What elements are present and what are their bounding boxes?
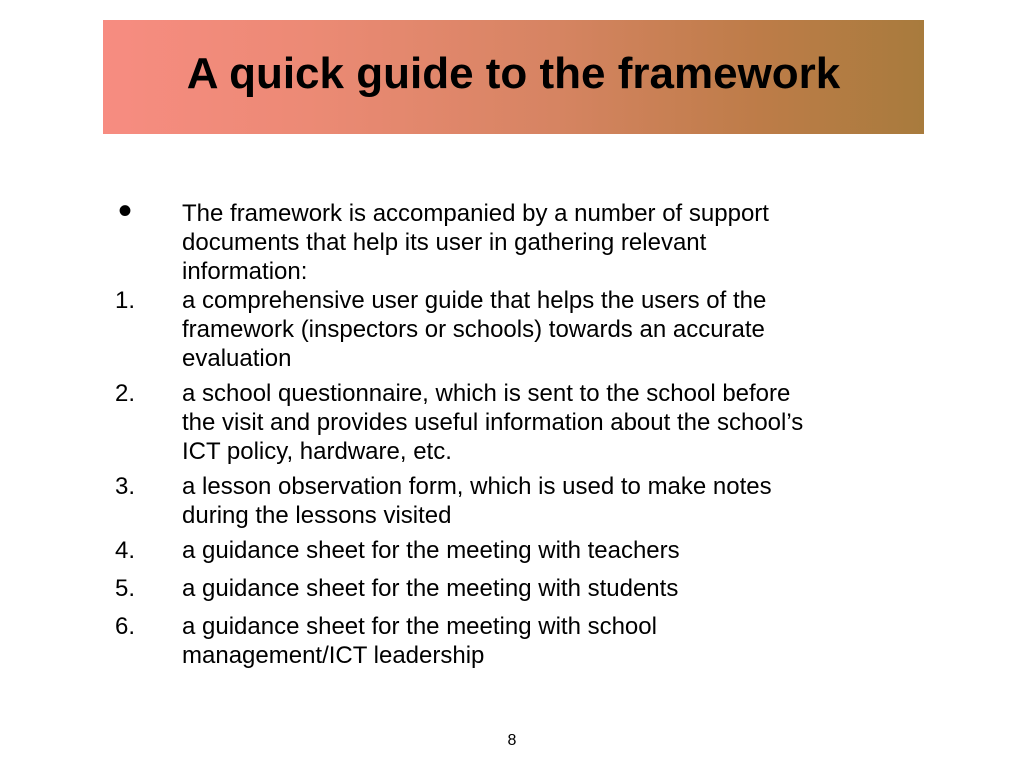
item-line: during the lessons visited [182,502,452,529]
list-item [112,285,912,372]
item-text [182,378,902,465]
list-item [112,611,912,669]
item-number: 5. [115,575,136,602]
title-banner [103,20,924,134]
item-text [182,285,902,372]
item-line: a lesson observation form, which is used to make notes [182,473,772,500]
item-number: 4. [115,537,136,564]
intro-bullet [112,189,912,285]
item-text [182,535,902,564]
item-line: a guidance sheet for the meeting with teachers [182,537,680,564]
list-item [112,471,912,529]
intro-line: The framework is accompanied by a number of support [182,200,769,227]
item-line: a comprehensive user guide that helps the users of the [182,287,767,314]
intro-text [182,198,902,285]
item-text [182,573,902,602]
slide-title: A quick guide to the framework [186,49,841,98]
item-line: ICT policy, hardware, etc. [182,438,452,465]
item-line: a guidance sheet for the meeting with school [182,613,657,640]
item-number: 2. [115,380,136,407]
item-number: 1. [115,287,136,314]
list-item [112,573,912,605]
list-item [112,378,912,465]
item-text [182,471,902,529]
bullet-marker: • [118,189,133,233]
item-number: 6. [115,613,136,640]
intro-line: documents that help its user in gathering relevant [182,229,707,256]
page-number: 8 [507,732,517,749]
slide-body [112,189,912,669]
item-number: 3. [115,473,136,500]
item-line: a guidance sheet for the meeting with students [182,575,679,602]
intro-line: information: [182,258,308,285]
item-line: the visit and provides useful information about the school’s [182,409,804,436]
item-text [182,611,902,669]
item-line: management/ICT leadership [182,642,485,669]
list-item [112,535,912,567]
item-line: framework (inspectors or schools) towards an accurate [182,316,765,343]
item-line: evaluation [182,345,292,372]
item-line: a school questionnaire, which is sent to the school before [182,380,791,407]
